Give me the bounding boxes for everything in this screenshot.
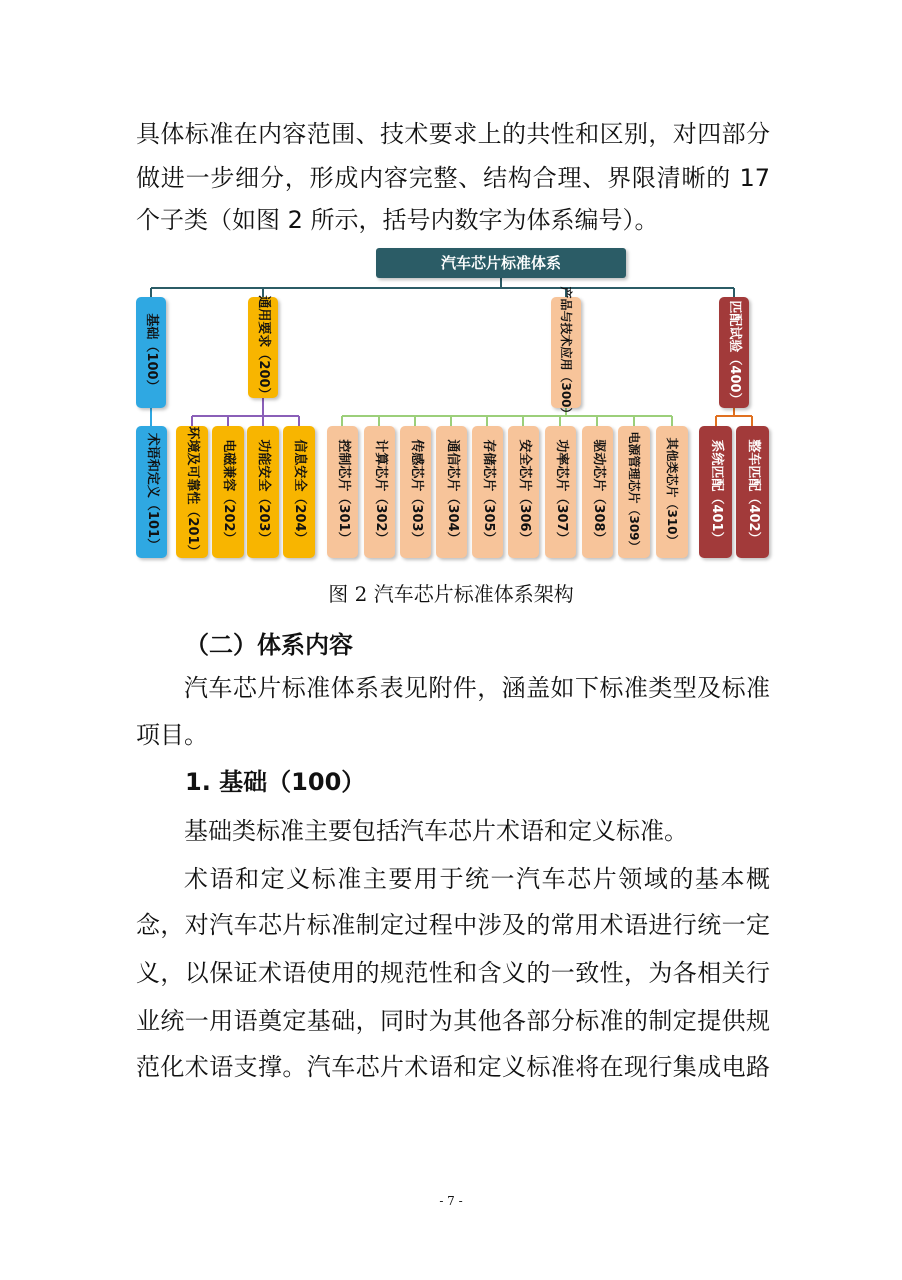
- leaf-203: [247, 426, 279, 558]
- standard-system-diagram: [0, 240, 902, 570]
- terms-line-4: 业统一用语奠定基础，同时为其他各部分标准的制定提供规: [136, 1007, 770, 1035]
- leaf-402: [736, 426, 769, 558]
- group-product-label: 产品与技术应用（300）: [559, 285, 573, 420]
- leaf-203-label: 功能安全（203）: [256, 439, 271, 545]
- leaf-202: [212, 426, 244, 558]
- leaf-204: [283, 426, 315, 558]
- matching-connectors: [716, 408, 752, 426]
- leaf-306-label: 安全芯片（306）: [516, 439, 532, 545]
- leaf-204-label: 信息安全（204）: [292, 439, 307, 545]
- leaf-308-label: 驱动芯片（308）: [590, 439, 606, 545]
- basic-desc: 基础类标准主要包括汽车芯片术语和定义标准。: [184, 817, 688, 845]
- root-box: 汽车芯片标准体系: [376, 248, 626, 278]
- leaf-302-label: 计算芯片（302）: [372, 439, 388, 545]
- leaf-202-label: 电磁兼容（202）: [221, 439, 236, 545]
- leaf-101-label: 术语和定义（101）: [144, 432, 160, 552]
- terms-line-2: 念，对汽车芯片标准制定过程中涉及的常用术语进行统一定: [136, 911, 770, 939]
- product-connectors: [342, 408, 672, 426]
- leaf-303-label: 传感芯片（303）: [408, 439, 424, 545]
- intro-line-3: 个子类（如图 2 所示，括号内数字为体系编号）。: [136, 206, 659, 234]
- sub-heading: 1. 基础（100）: [185, 768, 366, 796]
- section-heading: （二）体系内容: [185, 631, 353, 659]
- leaf-402-label: 整车匹配（402）: [745, 439, 761, 545]
- section-body-line-2: 项目。: [136, 721, 208, 749]
- leaf-309-label: 电源管理芯片（309）: [627, 431, 641, 553]
- leaf-301: [327, 426, 358, 558]
- section-body-line-1: 汽车芯片标准体系表见附件，涵盖如下标准类型及标准: [184, 674, 770, 702]
- leaf-309: [618, 426, 650, 558]
- leaf-306: [508, 426, 539, 558]
- page-number: - 7 -: [439, 1194, 463, 1208]
- terms-line-3: 义，以保证术语使用的规范性和含义的一致性，为各相关行: [136, 959, 770, 987]
- group-connectors: [151, 288, 734, 297]
- figure-caption: 图 2 汽车芯片标准体系架构: [328, 582, 574, 606]
- leaf-401: [699, 426, 732, 558]
- leaf-304: [436, 426, 467, 558]
- group-general: [248, 294, 278, 401]
- group-matching-label: 匹配试验（400）: [727, 299, 742, 406]
- leaf-101: [136, 426, 167, 558]
- leaf-307-label: 功率芯片（307）: [553, 439, 569, 545]
- intro-line-1: 具体标准在内容范围、技术要求上的共性和区别，对四部分: [136, 120, 770, 148]
- leaf-303: [400, 426, 431, 558]
- leaf-401-label: 系统匹配（401）: [708, 439, 724, 545]
- terms-line-1: 术语和定义标准主要用于统一汽车芯片领域的基本概: [184, 865, 770, 893]
- leaf-301-label: 控制芯片（301）: [335, 439, 351, 545]
- leaf-310: [656, 426, 688, 558]
- group-basic-label: 基础（100）: [144, 312, 159, 393]
- group-basic: [136, 297, 166, 408]
- leaf-310-label: 其他类芯片（310）: [665, 437, 679, 547]
- leaf-302: [364, 426, 395, 558]
- leaf-305-label: 存储芯片（305）: [480, 439, 496, 545]
- leaf-305: [472, 426, 503, 558]
- leaf-304-label: 通信芯片（304）: [444, 439, 460, 545]
- leaf-308: [582, 426, 613, 558]
- general-connectors: [192, 398, 299, 426]
- group-general-label: 通用要求（200）: [256, 294, 271, 401]
- leaf-201-label: 环境及可靠性（201）: [185, 426, 200, 558]
- group-product: [551, 285, 581, 420]
- intro-line-2: 做进一步细分，形成内容完整、结构合理、界限清晰的 17: [136, 164, 770, 192]
- group-matching: [719, 297, 749, 408]
- leaf-307: [545, 426, 576, 558]
- terms-line-5: 范化术语支撑。汽车芯片术语和定义标准将在现行集成电路: [136, 1053, 770, 1081]
- leaf-201: [176, 426, 208, 558]
